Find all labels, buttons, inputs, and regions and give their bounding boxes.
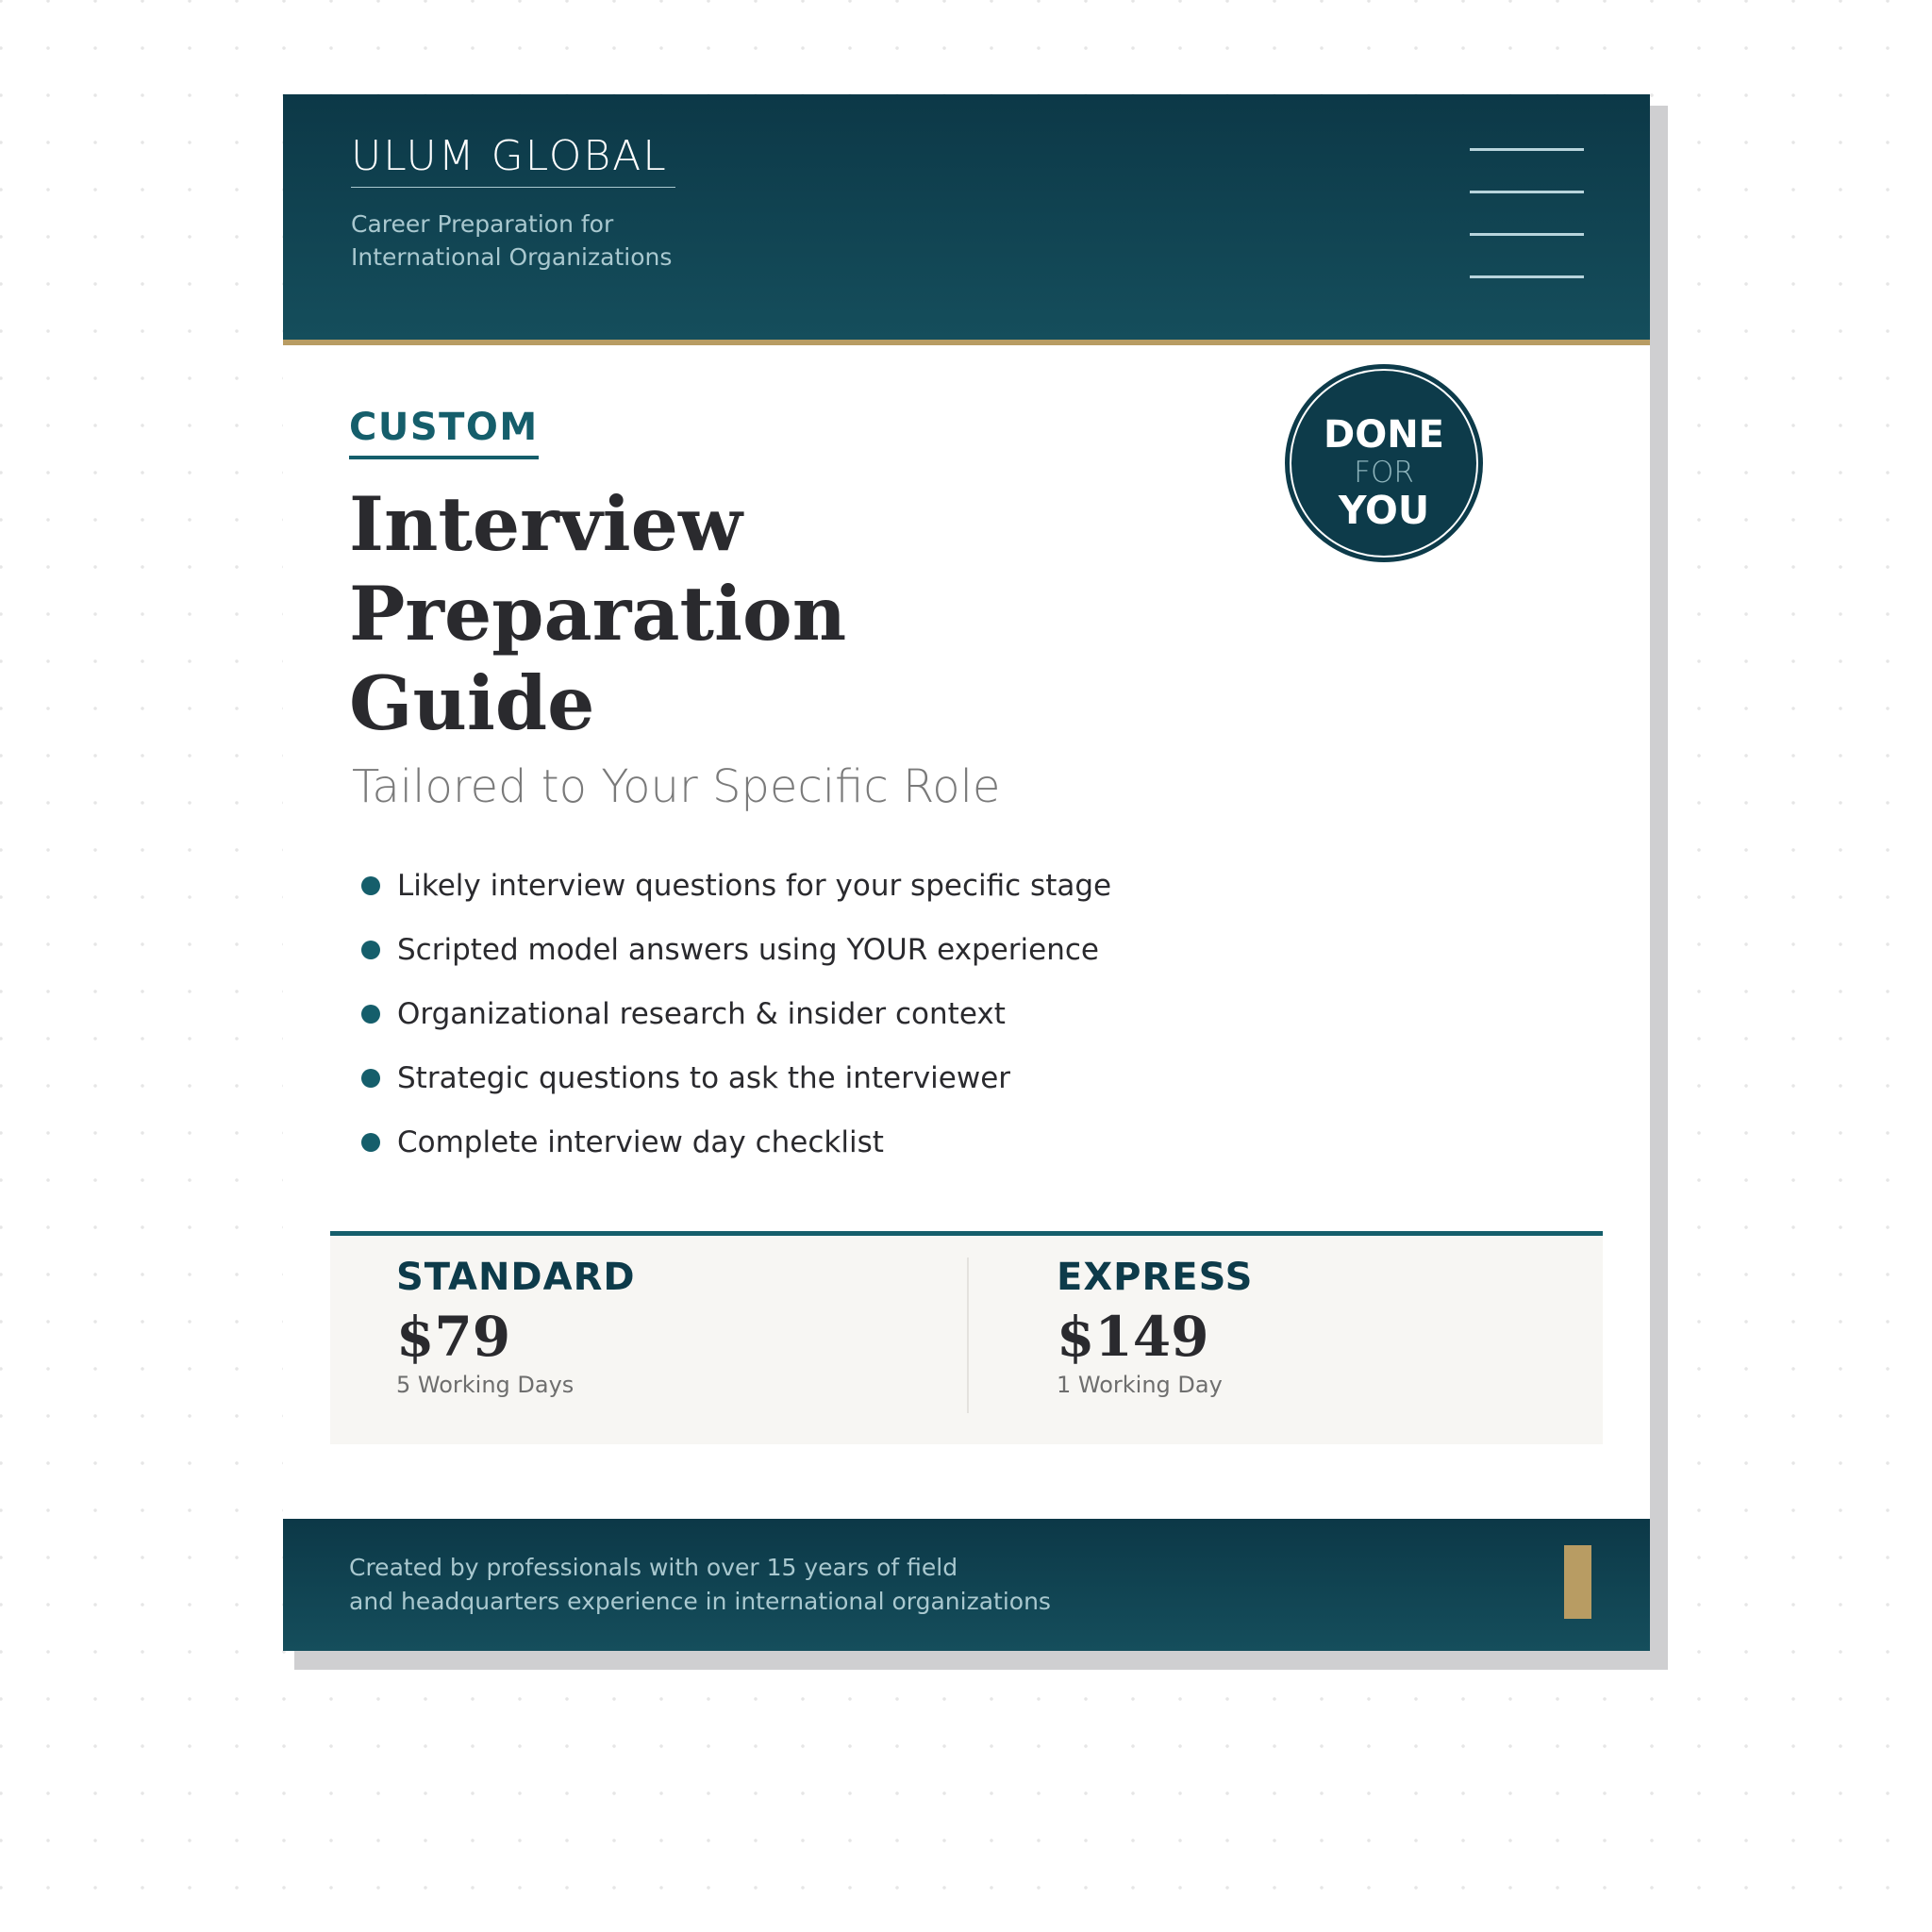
bullet-icon <box>361 1005 380 1024</box>
eyebrow-label: CUSTOM <box>349 408 539 459</box>
gold-accent-bar <box>1564 1545 1591 1619</box>
plan-turnaround: 5 Working Days <box>396 1372 575 1398</box>
plan-divider <box>967 1257 969 1413</box>
feature-label: Likely interview questions for your specific stage <box>397 869 1112 903</box>
feature-label: Complete interview day checklist <box>397 1125 884 1159</box>
list-item <box>361 982 1111 1046</box>
plan-name: STANDARD <box>396 1256 636 1299</box>
header-banner <box>283 94 1650 345</box>
subtitle: Tailored to Your Specific Role <box>352 760 1001 813</box>
list-item <box>361 1046 1111 1110</box>
footer-banner <box>283 1519 1650 1651</box>
menu-line <box>1470 148 1584 151</box>
flyer-card <box>283 94 1650 1651</box>
hamburger-menu-icon <box>1470 148 1584 318</box>
badge-line-3: YOU <box>1338 488 1430 533</box>
plan-express <box>1057 1258 1253 1396</box>
badge-line-2: FOR <box>1354 456 1414 490</box>
bullet-icon <box>361 876 380 895</box>
title-line-2: Preparation <box>349 570 847 658</box>
tagline-line-1: Career Preparation for <box>351 210 614 238</box>
footer-line-2: and headquarters experience in international organizations <box>349 1588 1051 1615</box>
plan-price: $79 <box>396 1305 511 1369</box>
bullet-icon <box>361 941 380 959</box>
list-item <box>361 918 1111 982</box>
badge-line-1: DONE <box>1323 413 1444 457</box>
brand-name: ULUM GLOBAL <box>351 136 675 188</box>
bullet-icon <box>361 1069 380 1088</box>
menu-line <box>1470 233 1584 236</box>
menu-line <box>1470 191 1584 193</box>
bullet-icon <box>361 1133 380 1152</box>
plan-price: $149 <box>1057 1305 1209 1369</box>
page-title <box>349 479 846 748</box>
title-line-3: Guide <box>349 659 595 747</box>
menu-line <box>1470 275 1584 278</box>
plan-name: EXPRESS <box>1057 1256 1254 1299</box>
plan-standard <box>396 1258 636 1396</box>
tagline-line-2: International Organizations <box>351 243 673 271</box>
title-line-1: Interview <box>349 480 742 568</box>
feature-label: Organizational research & insider context <box>397 997 1006 1031</box>
list-item <box>361 1110 1111 1174</box>
feature-label: Scripted model answers using YOUR experience <box>397 933 1099 967</box>
done-for-you-badge <box>1285 364 1483 562</box>
plan-turnaround: 1 Working Day <box>1057 1372 1223 1398</box>
brand-tagline <box>351 208 672 274</box>
feature-list <box>361 854 1111 1174</box>
list-item <box>361 854 1111 918</box>
pricing-panel <box>330 1231 1603 1444</box>
footer-text <box>349 1551 1051 1619</box>
feature-label: Strategic questions to ask the interviewer <box>397 1061 1011 1095</box>
footer-line-1: Created by professionals with over 15 years of field <box>349 1554 958 1581</box>
